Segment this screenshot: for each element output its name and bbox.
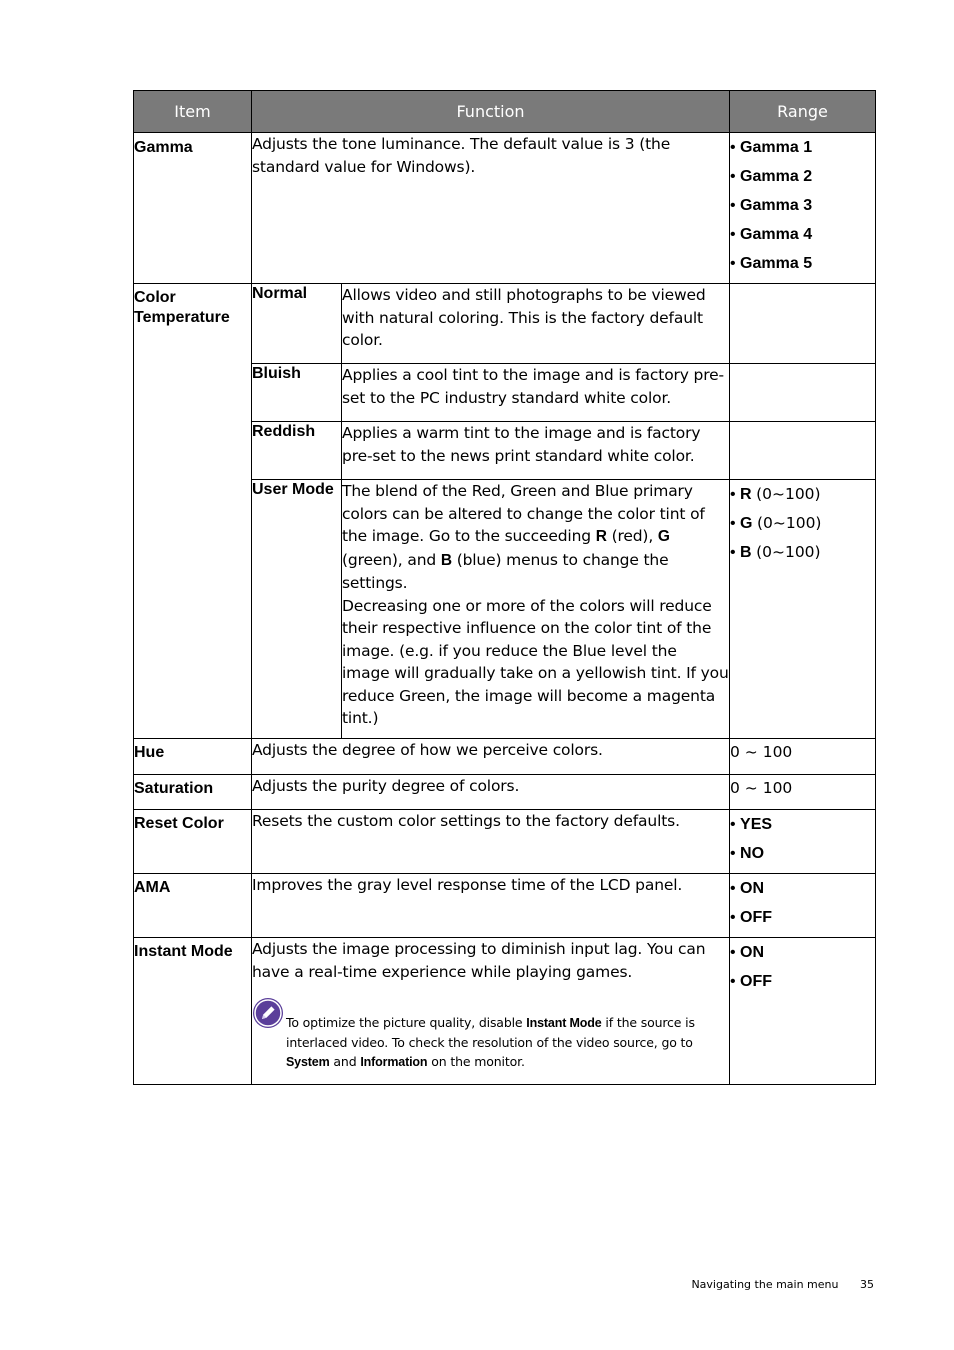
range-option: • Gamma 4 — [730, 226, 813, 243]
note-text: To optimize the picture quality, disable Instant Mode if the source is interlaced video. To check the resolution of the video source, go to System and Information on the monitor. — [286, 1015, 695, 1069]
range-saturation: 0 ~ 100 — [730, 775, 876, 810]
function-bluish: Applies a cool tint to the image and is factory pre-set to the PC industry standard white color. — [342, 364, 730, 422]
range-option: • B (0~100) — [730, 543, 821, 561]
sub-item-user-mode: User Mode — [252, 480, 342, 739]
range-option: • ON — [730, 944, 765, 961]
range-instant-mode — [730, 938, 876, 1085]
instant-mode-description: Adjusts the image processing to diminish input lag. You can have a real-time experience while playing games. — [252, 940, 706, 981]
range-option: • Gamma 3 — [730, 197, 813, 214]
range-option: • OFF — [730, 909, 773, 926]
sub-item-reddish: Reddish — [252, 422, 342, 480]
table-row-saturation — [134, 775, 876, 810]
item-instant-mode: Instant Mode — [134, 938, 252, 1085]
function-instant-mode — [252, 938, 730, 1085]
header-range: Range — [730, 91, 876, 133]
sub-item-normal: Normal — [252, 284, 342, 364]
pencil-note-icon — [252, 997, 284, 1029]
note-box — [252, 997, 729, 1072]
table-row-gamma — [134, 133, 876, 284]
table-row-color-temperature-normal — [134, 284, 876, 364]
range-hue: 0 ~ 100 — [730, 739, 876, 775]
function-hue: Adjusts the degree of how we perceive colors. — [252, 739, 730, 775]
settings-table — [133, 90, 876, 1085]
item-gamma: Gamma — [134, 133, 252, 284]
item-saturation: Saturation — [134, 775, 252, 810]
range-option: • R (0~100) — [730, 485, 821, 503]
range-reset-color — [730, 810, 876, 874]
item-reset-color: Reset Color — [134, 810, 252, 874]
range-option: • G (0~100) — [730, 514, 822, 532]
function-reset-color: Resets the custom color settings to the factory defaults. — [252, 810, 730, 874]
header-function: Function — [252, 91, 730, 133]
table-row-reset-color — [134, 810, 876, 874]
function-gamma: Adjusts the tone luminance. The default value is 3 (the standard value for Windows). — [252, 133, 730, 284]
range-option: • ON — [730, 880, 765, 897]
range-bluish — [730, 364, 876, 422]
header-item: Item — [134, 91, 252, 133]
function-reddish: Applies a warm tint to the image and is factory pre-set to the news print standard white color. — [342, 422, 730, 480]
sub-item-bluish: Bluish — [252, 364, 342, 422]
table-row-hue — [134, 739, 876, 775]
range-gamma — [730, 133, 876, 284]
function-user-mode: The blend of the Red, Green and Blue primary colors can be altered to change the color tint of the image. Go to the succeeding R (red), G (green), and B (blue) menus to change the settings. Decreasing one or more of the colors will reduce their respective influence on the color tint of the image. (e.g. if you reduce the Blue level the image will gradually take on a yellowish tint. If you reduce Green, the image will become a magenta tint.) — [342, 480, 730, 739]
item-ama: AMA — [134, 874, 252, 938]
table-row-ama — [134, 874, 876, 938]
item-color-temperature: Color Temperature — [134, 284, 252, 739]
range-user-mode — [730, 480, 876, 739]
range-normal — [730, 284, 876, 364]
footer-section-title: Navigating the main menu — [691, 1278, 839, 1291]
page-footer — [691, 1278, 874, 1291]
range-option: • YES — [730, 816, 773, 833]
item-hue: Hue — [134, 739, 252, 775]
range-ama — [730, 874, 876, 938]
function-normal: Allows video and still photographs to be viewed with natural coloring. This is the factory default color. — [342, 284, 730, 364]
range-option: • Gamma 2 — [730, 168, 813, 185]
range-option: • NO — [730, 845, 765, 862]
range-reddish — [730, 422, 876, 480]
range-option: • OFF — [730, 973, 773, 990]
function-ama: Improves the gray level response time of the LCD panel. — [252, 874, 730, 938]
function-saturation: Adjusts the purity degree of colors. — [252, 775, 730, 810]
range-option: • Gamma 1 — [730, 139, 813, 156]
range-option: • Gamma 5 — [730, 255, 813, 272]
page-number: 35 — [860, 1278, 874, 1291]
table-header-row — [134, 91, 876, 133]
table-row-instant-mode — [134, 938, 876, 1085]
